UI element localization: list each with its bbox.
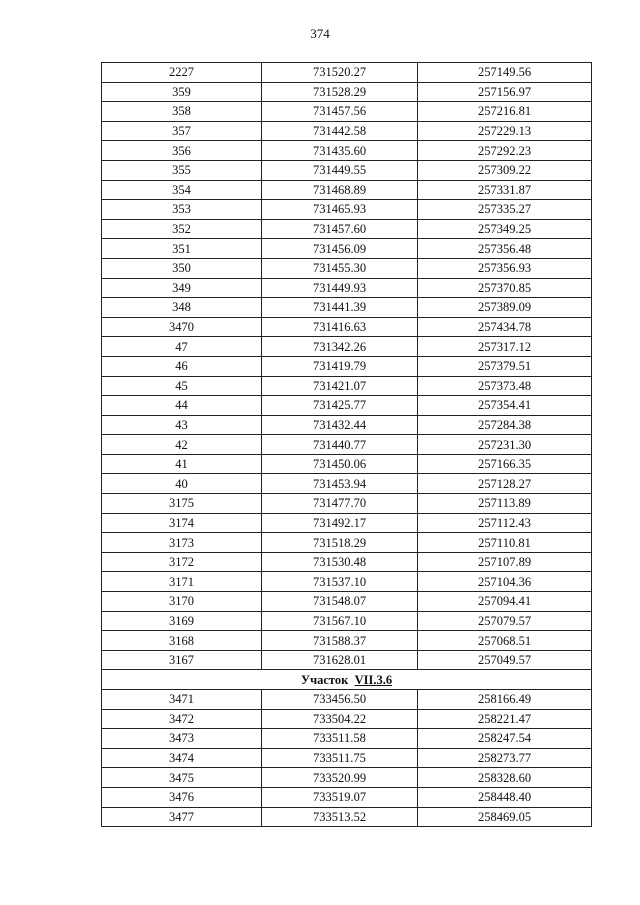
section-group	[102, 670, 592, 690]
table-row	[102, 768, 592, 788]
y-coordinate-cell: 257317.12	[418, 337, 592, 357]
y-coordinate-cell: 257229.13	[418, 121, 592, 141]
x-coordinate-cell: 733511.58	[262, 729, 418, 749]
table-row	[102, 258, 592, 278]
point-number-cell: 354	[102, 180, 262, 200]
x-coordinate-cell: 731425.77	[262, 396, 418, 416]
x-coordinate-cell: 731421.07	[262, 376, 418, 396]
y-coordinate-cell: 257335.27	[418, 200, 592, 220]
x-coordinate-cell: 731468.89	[262, 180, 418, 200]
x-coordinate-cell: 733520.99	[262, 768, 418, 788]
point-number-cell: 353	[102, 200, 262, 220]
point-number-cell: 46	[102, 356, 262, 376]
x-coordinate-cell: 731453.94	[262, 474, 418, 494]
coordinates-table	[101, 62, 592, 827]
x-coordinate-cell: 731449.93	[262, 278, 418, 298]
x-coordinate-cell: 731477.70	[262, 494, 418, 514]
x-coordinate-cell: 731419.79	[262, 356, 418, 376]
x-coordinate-cell: 731528.29	[262, 82, 418, 102]
table-row	[102, 650, 592, 670]
point-number-cell: 359	[102, 82, 262, 102]
x-coordinate-cell: 733456.50	[262, 690, 418, 710]
x-coordinate-cell: 731457.56	[262, 102, 418, 122]
y-coordinate-cell: 257049.57	[418, 650, 592, 670]
y-coordinate-cell: 257354.41	[418, 396, 592, 416]
y-coordinate-cell: 257107.89	[418, 552, 592, 572]
y-coordinate-cell: 257356.93	[418, 258, 592, 278]
coordinates-table-body	[102, 63, 592, 670]
table-row	[102, 709, 592, 729]
table-row	[102, 102, 592, 122]
y-coordinate-cell: 257166.35	[418, 454, 592, 474]
point-number-cell: 3472	[102, 709, 262, 729]
section-code: VII.3.6	[354, 672, 393, 687]
y-coordinate-cell: 257284.38	[418, 415, 592, 435]
y-coordinate-cell: 258221.47	[418, 709, 592, 729]
point-number-cell: 40	[102, 474, 262, 494]
x-coordinate-cell: 731455.30	[262, 258, 418, 278]
table-row	[102, 611, 592, 631]
y-coordinate-cell: 258166.49	[418, 690, 592, 710]
table-row	[102, 592, 592, 612]
point-number-cell: 2227	[102, 63, 262, 83]
x-coordinate-cell: 731518.29	[262, 533, 418, 553]
point-number-cell: 3169	[102, 611, 262, 631]
point-number-cell: 47	[102, 337, 262, 357]
point-number-cell: 3172	[102, 552, 262, 572]
x-coordinate-cell: 731457.60	[262, 219, 418, 239]
point-number-cell: 43	[102, 415, 262, 435]
x-coordinate-cell: 731432.44	[262, 415, 418, 435]
point-number-cell: 3167	[102, 650, 262, 670]
table-row	[102, 298, 592, 318]
table-row	[102, 631, 592, 651]
point-number-cell: 42	[102, 435, 262, 455]
table-row	[102, 690, 592, 710]
table-row	[102, 239, 592, 259]
y-coordinate-cell: 258273.77	[418, 748, 592, 768]
point-number-cell: 3175	[102, 494, 262, 514]
table-row	[102, 82, 592, 102]
point-number-cell: 3475	[102, 768, 262, 788]
point-number-cell: 357	[102, 121, 262, 141]
table-row	[102, 160, 592, 180]
x-coordinate-cell: 731537.10	[262, 572, 418, 592]
x-coordinate-cell: 731342.26	[262, 337, 418, 357]
x-coordinate-cell: 731441.39	[262, 298, 418, 318]
point-number-cell: 3471	[102, 690, 262, 710]
table-row	[102, 748, 592, 768]
point-number-cell: 44	[102, 396, 262, 416]
y-coordinate-cell: 257068.51	[418, 631, 592, 651]
y-coordinate-cell: 257370.85	[418, 278, 592, 298]
point-number-cell: 41	[102, 454, 262, 474]
point-number-cell: 351	[102, 239, 262, 259]
y-coordinate-cell: 257112.43	[418, 513, 592, 533]
y-coordinate-cell: 257128.27	[418, 474, 592, 494]
table-row	[102, 513, 592, 533]
x-coordinate-cell: 731416.63	[262, 317, 418, 337]
table-row	[102, 474, 592, 494]
table-row	[102, 356, 592, 376]
y-coordinate-cell: 257331.87	[418, 180, 592, 200]
x-coordinate-cell: 731435.60	[262, 141, 418, 161]
table-row	[102, 415, 592, 435]
y-coordinate-cell: 257104.36	[418, 572, 592, 592]
x-coordinate-cell: 733513.52	[262, 807, 418, 827]
table-row	[102, 454, 592, 474]
y-coordinate-cell: 257156.97	[418, 82, 592, 102]
page-number: 374	[310, 26, 330, 41]
y-coordinate-cell: 257389.09	[418, 298, 592, 318]
point-number-cell: 3476	[102, 787, 262, 807]
table-row	[102, 63, 592, 83]
y-coordinate-cell: 258469.05	[418, 807, 592, 827]
x-coordinate-cell: 733504.22	[262, 709, 418, 729]
point-number-cell: 45	[102, 376, 262, 396]
section-label: Участок	[300, 672, 349, 687]
table-row	[102, 278, 592, 298]
table-row	[102, 317, 592, 337]
table-row	[102, 787, 592, 807]
table-row	[102, 494, 592, 514]
table-row	[102, 533, 592, 553]
x-coordinate-cell: 731530.48	[262, 552, 418, 572]
x-coordinate-cell: 731492.17	[262, 513, 418, 533]
table-row	[102, 435, 592, 455]
y-coordinate-cell: 257356.48	[418, 239, 592, 259]
x-coordinate-cell: 731450.06	[262, 454, 418, 474]
y-coordinate-cell: 257113.89	[418, 494, 592, 514]
y-coordinate-cell: 257231.30	[418, 435, 592, 455]
y-coordinate-cell: 257373.48	[418, 376, 592, 396]
x-coordinate-cell: 731567.10	[262, 611, 418, 631]
point-number-cell: 3168	[102, 631, 262, 651]
point-number-cell: 348	[102, 298, 262, 318]
point-number-cell: 3170	[102, 592, 262, 612]
x-coordinate-cell: 731628.01	[262, 650, 418, 670]
table-row	[102, 729, 592, 749]
y-coordinate-cell: 257110.81	[418, 533, 592, 553]
y-coordinate-cell: 257094.41	[418, 592, 592, 612]
y-coordinate-cell: 257292.23	[418, 141, 592, 161]
x-coordinate-cell: 731456.09	[262, 239, 418, 259]
table-row	[102, 180, 592, 200]
y-coordinate-cell: 257149.56	[418, 63, 592, 83]
x-coordinate-cell: 733511.75	[262, 748, 418, 768]
table-row	[102, 337, 592, 357]
x-coordinate-cell: 731465.93	[262, 200, 418, 220]
table-row	[102, 141, 592, 161]
point-number-cell: 352	[102, 219, 262, 239]
table-row	[102, 376, 592, 396]
x-coordinate-cell: 731588.37	[262, 631, 418, 651]
point-number-cell: 3473	[102, 729, 262, 749]
section-header-row	[102, 670, 592, 690]
point-number-cell: 355	[102, 160, 262, 180]
table-row	[102, 219, 592, 239]
y-coordinate-cell: 257309.22	[418, 160, 592, 180]
y-coordinate-cell: 257379.51	[418, 356, 592, 376]
point-number-cell: 3173	[102, 533, 262, 553]
table-row	[102, 200, 592, 220]
point-number-cell: 3474	[102, 748, 262, 768]
y-coordinate-cell: 257434.78	[418, 317, 592, 337]
point-number-cell: 3174	[102, 513, 262, 533]
y-coordinate-cell: 258328.60	[418, 768, 592, 788]
x-coordinate-cell: 731548.07	[262, 592, 418, 612]
point-number-cell: 356	[102, 141, 262, 161]
table-row	[102, 552, 592, 572]
table-row	[102, 807, 592, 827]
x-coordinate-cell: 731440.77	[262, 435, 418, 455]
x-coordinate-cell: 731442.58	[262, 121, 418, 141]
point-number-cell: 3477	[102, 807, 262, 827]
y-coordinate-cell: 257216.81	[418, 102, 592, 122]
section-coordinates-body	[102, 690, 592, 827]
y-coordinate-cell: 258448.40	[418, 787, 592, 807]
x-coordinate-cell: 733519.07	[262, 787, 418, 807]
point-number-cell: 350	[102, 258, 262, 278]
point-number-cell: 358	[102, 102, 262, 122]
x-coordinate-cell: 731449.55	[262, 160, 418, 180]
point-number-cell: 3470	[102, 317, 262, 337]
y-coordinate-cell: 257349.25	[418, 219, 592, 239]
section-header	[102, 670, 592, 690]
y-coordinate-cell: 258247.54	[418, 729, 592, 749]
point-number-cell: 3171	[102, 572, 262, 592]
point-number-cell: 349	[102, 278, 262, 298]
table-row	[102, 396, 592, 416]
y-coordinate-cell: 257079.57	[418, 611, 592, 631]
table-row	[102, 121, 592, 141]
table-row	[102, 572, 592, 592]
x-coordinate-cell: 731520.27	[262, 63, 418, 83]
